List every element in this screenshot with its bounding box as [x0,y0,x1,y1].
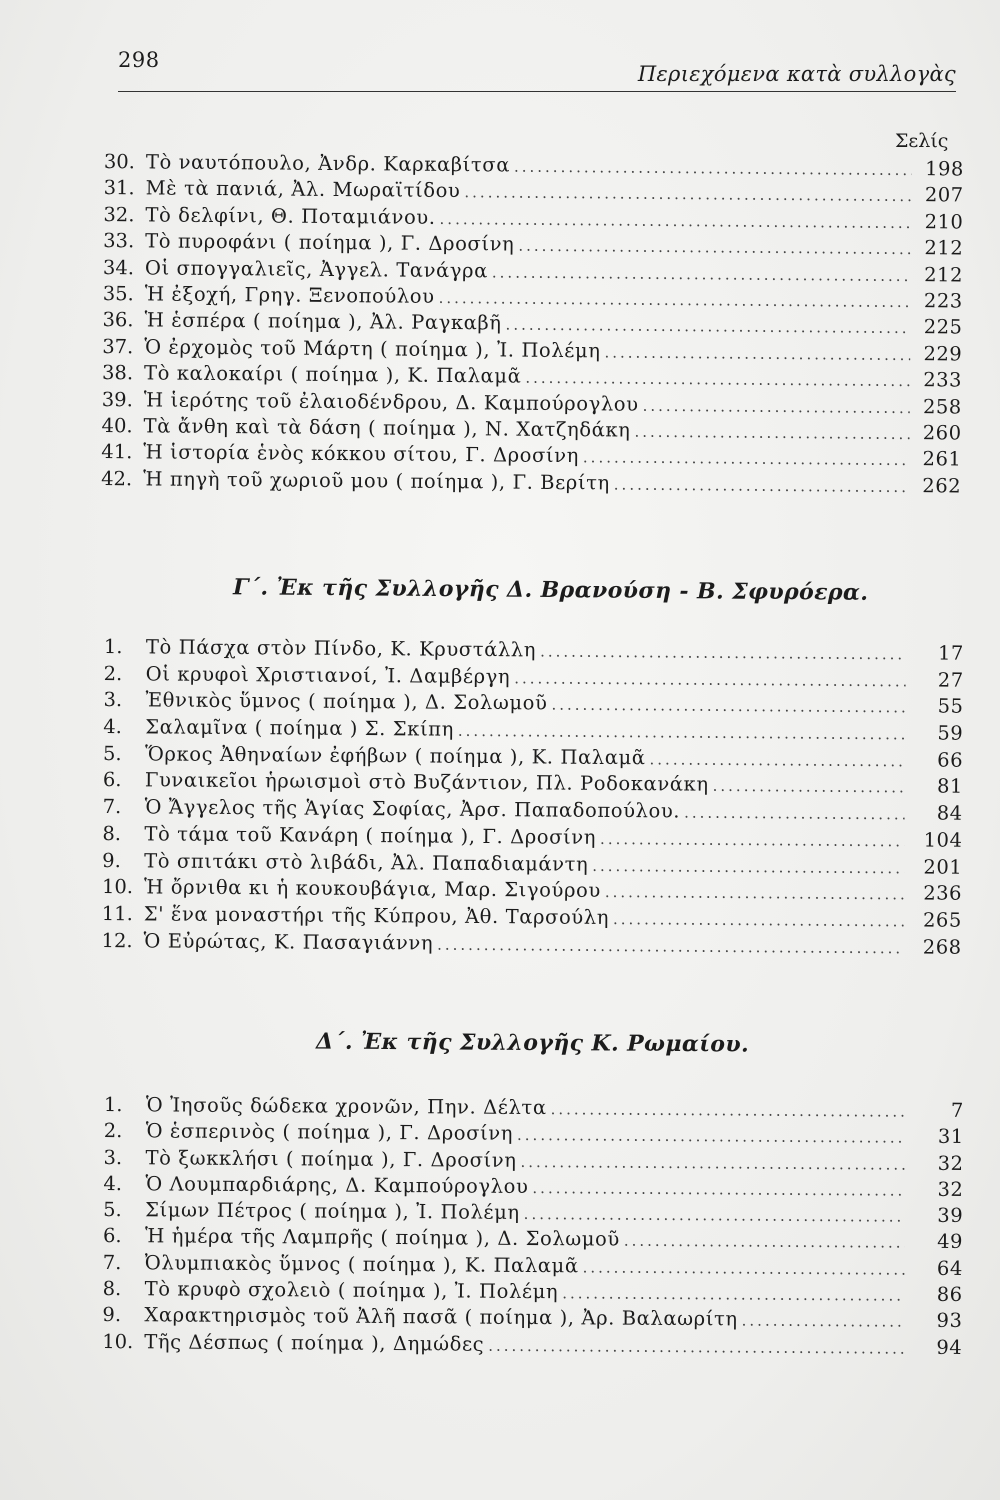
entry-number: 4. [103,1171,123,1196]
entry-title: Ἡ πηγὴ τοῦ χωριοῦ μου ( ποίημα ), Γ. Βερίτη [143,467,610,495]
entry-number: 7. [102,1250,122,1274]
entry-number: 41. [101,440,133,464]
entry-page: 32 [937,1177,964,1201]
entry-number: 40. [101,413,133,438]
entry-number: 5. [102,741,122,765]
entry-page: 32 [937,1151,964,1175]
dot-leader [524,1205,906,1226]
entry-number: 4. [103,715,122,739]
section-heading-g: Γ΄. Ἐκ τῆς Συλλογῆς Δ. Βρανούση - Β. Σφυρόερα. [232,574,869,606]
dot-leader [514,158,912,179]
entry-number: 6. [102,1224,122,1248]
entry-title: Τὸ κρυφὸ σχολειὸ ( ποίημα ), Ἰ. Πολέμη [144,1277,559,1304]
entry-title: Ὁ ἐρχομὸς τοῦ Μάρτη ( ποίημα ), Ἰ. Πολέμη [144,335,601,363]
entry-title: Ὁ Ἰησοῦς δώδεκα χρονῶν, Πην. Δέλτα [145,1093,547,1120]
entry-title: Τὸ καλοκαίρι ( ποίημα ), Κ. Παλαμᾶ [143,361,522,388]
entry-title: Ὀλυμπιακὸς ὕμνος ( ποίημα ), Κ. Παλαμᾶ [144,1251,579,1278]
entry-number: 6. [102,768,122,792]
entry-page: 64 [936,1256,963,1280]
dot-leader [506,316,911,338]
entry-number: 37. [102,334,134,358]
toc-list [101,150,964,501]
entry-page: 260 [922,421,962,445]
entry-page: 27 [937,668,964,692]
entry-number: 3. [103,1145,123,1169]
dot-leader [742,1312,905,1331]
entry-number: 12. [101,928,133,952]
entry-page: 7 [950,1098,964,1123]
dot-leader [713,777,905,797]
entry-title: Ἡ ἱερότης τοῦ ἐλαιοδένδρου, Δ. Καμπούρογλου [143,387,639,416]
entry-number: 30. [103,150,136,174]
entry-number: 31. [103,176,135,200]
entry-number: 38. [101,361,134,385]
entry-number: 1. [103,635,123,659]
dot-leader [439,289,911,311]
entry-title: Οἱ σπογγαλιεῖς, Ἀγγελ. Τανάγρα [144,255,489,282]
entry-title: Τὸ ναυτόπουλο, Ἀνδρ. Καρκαβίτσα [145,150,511,177]
entry-number: 2. [103,1119,123,1143]
dot-leader [551,696,905,717]
entry-page: 94 [936,1335,963,1359]
entry-page: 262 [922,473,962,498]
entry-title: Ὁ Ἄγγελος τῆς Ἁγίας Σοφίας, Ἀρσ. Παπαδοπούλου. [144,795,681,823]
entry-page: 104 [923,828,963,852]
dot-leader [532,1179,905,1200]
dot-leader [517,1126,906,1147]
entry-title: Χαρακτηρισμὸς τοῦ Ἀλῆ πασᾶ ( ποίημα ), Ἀρ. Βαλαωρίτη [144,1303,738,1331]
toc-list [102,1093,964,1362]
section-continued [101,150,964,501]
dot-leader [643,396,910,416]
entry-number: 3. [103,688,123,712]
entry-title: Ἡ ὄρνιθα κι ἡ κουκουβάγια, Μαρ. Σιγούρου [143,875,601,903]
entry-number: 8. [102,821,122,845]
entry-title: Ἡ ἐξοχή, Γρηγ. Ξενοπούλου [144,282,435,308]
dot-leader [614,475,909,496]
entry-title: Ἡ ἡμέρα τῆς Λαμπρῆς ( ποίημα ), Δ. Σολωμοῦ [144,1224,620,1252]
entry-number: 11. [101,901,133,926]
entry-number: 34. [102,255,135,279]
entry-number: 10. [102,1329,134,1353]
dot-leader [583,448,910,469]
dot-leader [600,830,904,850]
dot-leader [634,423,909,443]
entry-page: 265 [922,908,962,932]
dot-leader [518,237,911,258]
entry-title: Μὲ τὰ πανιά, Ἀλ. Μωραϊτίδου [145,176,461,203]
dot-leader [604,343,910,364]
entry-page: 84 [936,801,963,825]
entry-page: 55 [937,694,964,719]
entry-number: 9. [102,848,121,872]
dot-leader [520,1153,905,1174]
entry-title: Ὁ Λουμπαρδιάρης, Δ. Καμπούρογλου [145,1172,529,1198]
page-header [118,48,956,92]
entry-page: 261 [922,447,962,471]
dot-leader [488,1336,904,1357]
entry-number: 39. [101,387,133,411]
entry-number: 9. [102,1303,122,1327]
dot-leader [613,910,904,930]
toc-entry [102,1330,962,1362]
entry-page: 59 [937,721,964,745]
entry-title: Ὁ Εὐρώτας, Κ. Πασαγιάννη [143,928,434,955]
dot-leader [649,750,905,770]
entry-page: 93 [936,1309,963,1333]
entry-page: 225 [923,315,963,339]
entry-title: Σ' ἕνα μοναστήρι τῆς Κύπρου, Ἀθ. Ταρσούλη [143,902,610,929]
dot-leader [583,1258,905,1278]
entry-title: Ὁ ἑσπερινὸς ( ποίημα ), Γ. Δροσίνη [145,1119,514,1146]
entry-page: 212 [924,236,964,260]
entry-page: 66 [937,748,964,772]
dot-leader [605,883,904,903]
entry-title: Σίμων Πέτρος ( ποίημα ), Ἰ. Πολέμη [145,1198,520,1225]
dot-leader [458,722,905,744]
entry-title: Οἱ κρυφοὶ Χριστιανοί, Ἰ. Δαμβέργη [145,662,511,688]
entry-title: Γυναικεῖοι ἡρωισμοὶ στὸ Βυζάντιον, Πλ. Ροδοκανάκη [144,768,709,797]
entry-page: 223 [923,289,963,313]
entry-page: 212 [924,262,964,287]
entry-page: 236 [923,881,963,905]
entry-page: 81 [936,774,963,799]
entry-number: 7. [102,795,122,819]
dot-leader [437,935,904,957]
entry-title: Τὸ δελφίνι, Θ. Ποταμιάνου. [145,203,436,229]
entry-number: 36. [102,308,134,332]
entry-number: 10. [101,875,134,899]
entry-title: Τῆς Δέσπως ( ποίημα ), Δημώδες [144,1329,485,1356]
entry-page: 210 [924,209,964,234]
page-column-label: Σελίς [895,130,949,152]
entry-page: 31 [937,1125,964,1149]
entry-number: 33. [103,229,135,253]
entry-title: Ἡ ἑσπέρα ( ποίημα ), Ἀλ. Ραγκαβῆ [144,308,502,335]
entry-title: Ἡ ἱστορία ἑνὸς κόκκου σίτου, Γ. Δροσίνη [143,440,580,468]
entry-page: 207 [924,183,964,207]
dot-leader [440,210,912,232]
dot-leader [624,1232,905,1252]
dot-leader [592,856,904,876]
entry-number: 1. [103,1093,123,1117]
dot-leader [492,263,911,285]
entry-number: 2. [103,661,123,685]
entry-title: Τὸ ξωκκλήσι ( ποίημα ), Γ. Δροσίνη [145,1145,517,1172]
entry-number: 8. [102,1277,122,1301]
section-heading-d: Δ΄. Ἐκ τῆς Συλλογῆς Κ. Ρωμαίου. [315,1028,750,1058]
entry-number: 42. [101,466,133,490]
entry-number: 35. [102,281,134,306]
section-g [101,635,963,962]
entry-page: 86 [936,1282,963,1307]
toc-entry [101,929,961,962]
running-title: Περιεχόμενα κατὰ συλλογὰς [637,62,956,86]
entry-title: Τὸ Πάσχα στὸν Πίνδο, Κ. Κρυστάλλη [145,635,537,662]
entry-page: 229 [923,341,963,366]
entry-page: 198 [925,157,964,181]
entry-page: 39 [937,1204,964,1228]
entry-page: 233 [923,368,963,392]
entry-title: Τὰ ἄνθη καὶ τὰ δάση ( ποίημα ), Ν. Χατζηδάκη [143,414,631,442]
entry-title: Σαλαμῖνα ( ποίημα ) Σ. Σκίπη [145,715,455,741]
entry-page: 49 [937,1230,964,1254]
entry-number: 5. [103,1198,122,1222]
entry-page: 201 [923,854,963,879]
dot-leader [525,369,910,390]
entry-title: Ἐθνικὸς ὕμνος ( ποίημα ), Δ. Σολωμοῦ [145,688,548,715]
dot-leader [514,669,906,690]
entry-title: Τὸ τάμα τοῦ Κανάρη ( ποίημα ), Γ. Δροσίνη [144,822,597,849]
entry-page: 17 [937,641,964,665]
entry-number: 32. [103,202,135,227]
entry-page: 268 [922,935,962,959]
header-rule [118,91,956,92]
entry-page: 258 [922,394,962,419]
entry-title: Τὸ πυροφάνι ( ποίημα ), Γ. Δροσίνη [145,229,515,256]
dot-leader [684,804,905,824]
entry-title: Ὅρκος Ἀθηναίων ἐφήβων ( ποίημα ), Κ. Παλαμᾶ [144,742,646,770]
toc-list [101,635,963,962]
page-number: 298 [118,48,160,72]
entry-title: Τὸ σπιτάκι στὸ λιβάδι, Ἀλ. Παπαδιαμάντη [144,848,589,876]
dot-leader [540,642,906,663]
dot-leader [562,1284,905,1304]
section-d [102,1093,964,1362]
dot-leader [551,1100,906,1120]
dot-leader [464,184,911,206]
